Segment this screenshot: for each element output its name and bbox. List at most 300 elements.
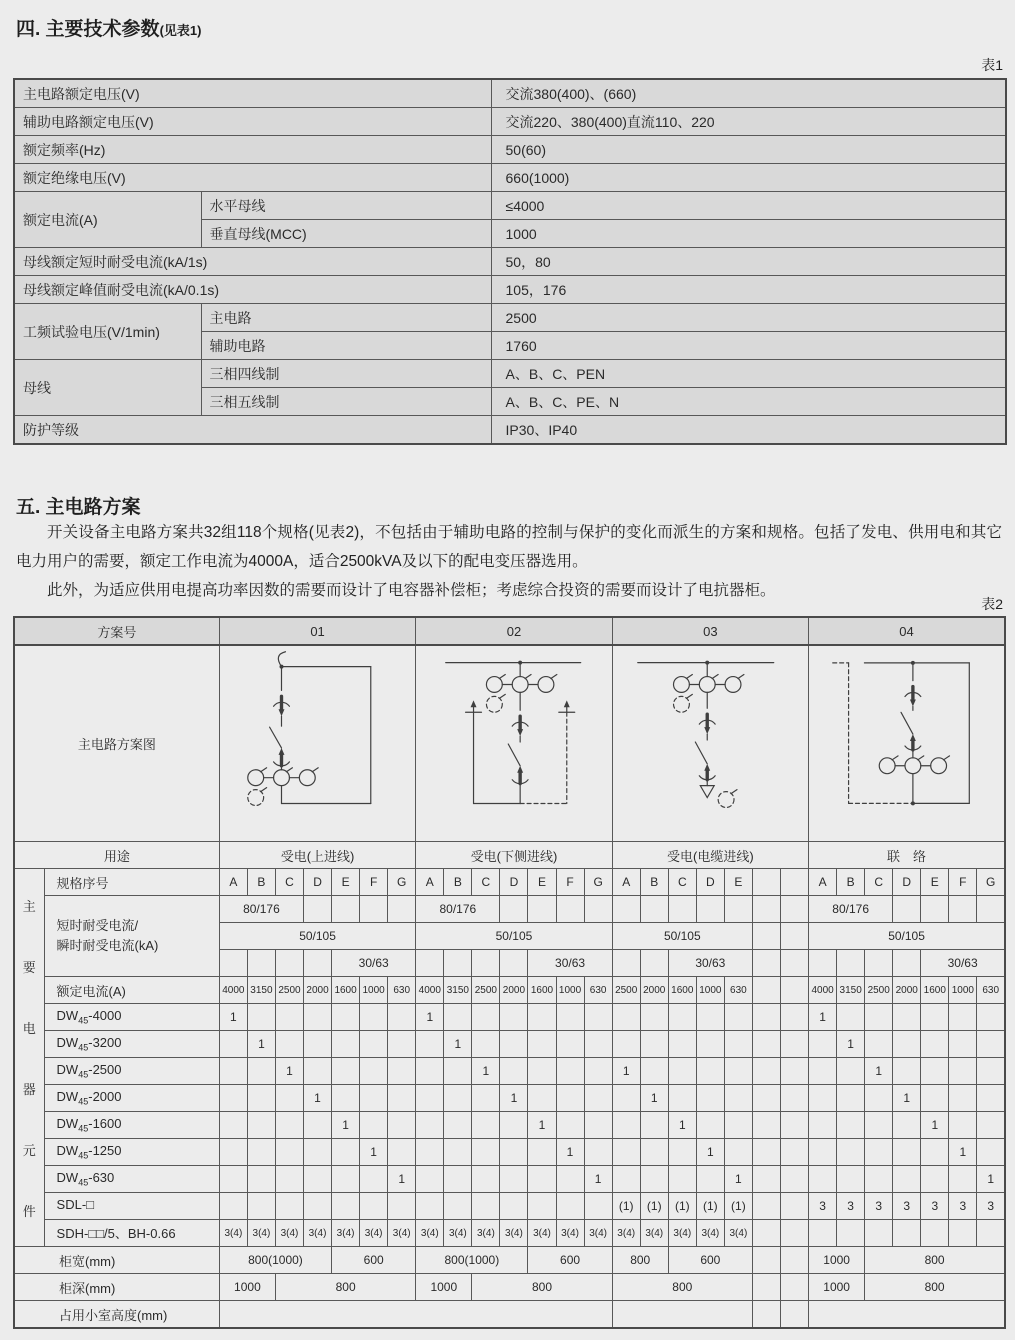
cell: [416, 1031, 444, 1058]
cell: 1: [528, 1112, 556, 1139]
cell: [865, 1112, 893, 1139]
section-4-title: [16, 14, 201, 41]
cell: [219, 1058, 247, 1085]
cell: [949, 1085, 977, 1112]
cell: [640, 950, 668, 977]
cell: C: [865, 869, 893, 896]
cell: (1): [640, 1193, 668, 1220]
t1-sublabel: 辅助电路: [201, 332, 491, 360]
usage-label: 用途: [14, 842, 219, 869]
cell: [500, 950, 528, 977]
cell: 1000: [556, 977, 584, 1004]
t1-label: 母线额定峰值耐受电流(kA/0.1s): [14, 276, 491, 304]
cell: [247, 950, 275, 977]
cell: 3(4): [500, 1220, 528, 1247]
cell: [752, 1031, 780, 1058]
component-label: SDH-□□/5、BH-0.66: [44, 1220, 219, 1247]
scheme-02-diagram-icon: [416, 646, 611, 838]
cell: [528, 1139, 556, 1166]
cell: 800: [865, 1274, 1005, 1301]
t1-sublabel: 水平母线: [201, 192, 491, 220]
cell: 2000: [893, 977, 921, 1004]
cabinet-depth-label: 柜深(mm): [14, 1274, 219, 1301]
main-components-side-label-cell: [14, 869, 44, 1247]
cell: [332, 1139, 360, 1166]
cell: [332, 1166, 360, 1193]
cell: [388, 896, 416, 923]
cell: [584, 1004, 612, 1031]
cell: [416, 1166, 444, 1193]
cell: [472, 1085, 500, 1112]
section-4-title-text: 四. 主要技术参数: [16, 19, 160, 40]
cell: [500, 1058, 528, 1085]
cell: 600: [332, 1247, 416, 1274]
cell: 3(4): [275, 1220, 303, 1247]
withstand-current-label: 短时耐受电流/ 瞬时耐受电流(kA): [44, 896, 219, 977]
cell: 3(4): [528, 1220, 556, 1247]
cell: [640, 1139, 668, 1166]
cell: [584, 1193, 612, 1220]
cell: 1: [360, 1139, 388, 1166]
cell: [977, 1004, 1005, 1031]
paragraph-1: 开关设备主电路方案共32组118个规格(见表2)，不包括由于辅助电路的控制与保护的变化而派生的方案和规格。包括了发电、供用电和其它电力用户的需要，额定工作电流为4000A，适合2500kVA及以下的配电变压器选用。: [16, 524, 1002, 570]
cell: [668, 1031, 696, 1058]
cell: 1: [696, 1139, 724, 1166]
cell: 4000: [416, 977, 444, 1004]
cell: [500, 1112, 528, 1139]
cell: [893, 1031, 921, 1058]
cell: [304, 1004, 332, 1031]
cell: [388, 1058, 416, 1085]
cell: A: [809, 869, 837, 896]
cell: 1: [724, 1166, 752, 1193]
t1-sublabel: 三相五线制: [201, 388, 491, 416]
cell: 3(4): [724, 1220, 752, 1247]
cell: [752, 1112, 780, 1139]
cell: 1: [416, 1004, 444, 1031]
cell: [837, 1058, 865, 1085]
table-row: [14, 248, 1006, 276]
cell: E: [724, 869, 752, 896]
cell: [275, 1112, 303, 1139]
usage-03: 受电(电缆进线): [612, 842, 808, 869]
cell: 3(4): [584, 1220, 612, 1247]
cell: [304, 1139, 332, 1166]
cell: B: [837, 869, 865, 896]
cell: [752, 950, 780, 977]
cell: 1: [668, 1112, 696, 1139]
cell: (1): [724, 1193, 752, 1220]
cell: [893, 896, 921, 923]
component-row-dw45-4000: [14, 1004, 1005, 1031]
cell: [556, 1031, 584, 1058]
cell: 1: [949, 1139, 977, 1166]
cell: [893, 1139, 921, 1166]
cell: [893, 950, 921, 977]
cell: [809, 1112, 837, 1139]
cell: 50/105: [612, 923, 752, 950]
cell: [780, 1274, 808, 1301]
cell: 1: [219, 1004, 247, 1031]
cell: [472, 1031, 500, 1058]
cell: [219, 1031, 247, 1058]
cell: 4000: [219, 977, 247, 1004]
cell: [219, 1193, 247, 1220]
cell: [977, 1220, 1005, 1247]
cell: [809, 1220, 837, 1247]
cell: [752, 1085, 780, 1112]
cell: [752, 869, 780, 896]
cell: [724, 1004, 752, 1031]
cell: [724, 896, 752, 923]
cell: [921, 1004, 949, 1031]
cell: [332, 1031, 360, 1058]
component-label: $DW_{45}-2500$: [44, 1058, 219, 1085]
cell: F: [949, 869, 977, 896]
cell: 1600: [332, 977, 360, 1004]
cell: [640, 1004, 668, 1031]
cell: [360, 1112, 388, 1139]
cell: G: [977, 869, 1005, 896]
cell: [612, 1004, 640, 1031]
cell: [612, 1031, 640, 1058]
cell: [275, 1085, 303, 1112]
scheme-02-diagram-cell: [416, 645, 612, 842]
cell: [668, 1139, 696, 1166]
cell: A: [416, 869, 444, 896]
cell: [696, 1004, 724, 1031]
cell: [332, 1004, 360, 1031]
cell: [219, 1112, 247, 1139]
cell: [640, 1058, 668, 1085]
cell: [752, 1058, 780, 1085]
cell: [780, 1031, 808, 1058]
cell: [893, 1058, 921, 1085]
cell: [556, 1004, 584, 1031]
cell: [752, 1247, 780, 1274]
cell: 2500: [865, 977, 893, 1004]
cell: 1: [444, 1031, 472, 1058]
scheme-01-diagram-cell: [219, 645, 415, 842]
table-row: [14, 276, 1006, 304]
cell: 1: [247, 1031, 275, 1058]
cell: 3(4): [640, 1220, 668, 1247]
cell: [640, 1112, 668, 1139]
cell: [528, 1004, 556, 1031]
cell: 800: [865, 1247, 1005, 1274]
cell: 3: [893, 1193, 921, 1220]
spec-serial-row: [14, 869, 1005, 896]
cell: [668, 896, 696, 923]
cell: [416, 1139, 444, 1166]
scheme-number-row: [14, 617, 1005, 645]
section-4-title-note: (见表1): [159, 23, 202, 38]
cell: 2500: [472, 977, 500, 1004]
cell: (1): [696, 1193, 724, 1220]
component-row-dw45-2000: [14, 1085, 1005, 1112]
table-row: [14, 192, 1006, 220]
t1-sublabel: 三相四线制: [201, 360, 491, 388]
cell: [416, 1112, 444, 1139]
cell: [780, 1139, 808, 1166]
cell: [612, 1085, 640, 1112]
cell: [612, 1112, 640, 1139]
cell: [584, 1139, 612, 1166]
cell: [444, 1166, 472, 1193]
cell: [809, 1031, 837, 1058]
cell: [809, 1139, 837, 1166]
cell: [584, 896, 612, 923]
cell: [752, 1004, 780, 1031]
cell: [977, 896, 1005, 923]
cell: [528, 896, 556, 923]
cell: 800: [275, 1274, 415, 1301]
rated-current-label: 额定电流(A): [44, 977, 219, 1004]
cell: 630: [584, 977, 612, 1004]
cell: [500, 896, 528, 923]
cabinet-depth-row: [14, 1274, 1005, 1301]
cell: 1000: [949, 977, 977, 1004]
component-label: $DW_{45}-1600$: [44, 1112, 219, 1139]
cell: [809, 1166, 837, 1193]
cell: 3(4): [696, 1220, 724, 1247]
cell: 3: [977, 1193, 1005, 1220]
cell: [528, 1166, 556, 1193]
cell: [752, 896, 780, 923]
cell: [640, 1166, 668, 1193]
cell: [893, 1220, 921, 1247]
cell: [360, 1085, 388, 1112]
diagram-row: [14, 645, 1005, 842]
scheme-03-diagram-icon: [613, 646, 808, 838]
cell: [921, 1139, 949, 1166]
diagram-row-label: 主电路方案图: [14, 645, 219, 842]
t1-value: 1760: [491, 332, 1006, 360]
component-row-sdl: [14, 1193, 1005, 1220]
t1-value: A、B、C、PEN: [491, 360, 1006, 388]
cell: [865, 1085, 893, 1112]
cell: [500, 1004, 528, 1031]
cell: [752, 977, 780, 1004]
cell: 800(1000): [219, 1247, 331, 1274]
cell: [752, 1301, 780, 1329]
cell: (1): [668, 1193, 696, 1220]
cell: [500, 1139, 528, 1166]
cell: 630: [724, 977, 752, 1004]
cell: 3: [865, 1193, 893, 1220]
spec-serial-label: 规格序号: [44, 869, 219, 896]
scheme-number-01: 01: [219, 617, 415, 645]
t1-label: 工频试验电压(V/1min): [14, 304, 201, 360]
cell: 30/63: [668, 950, 752, 977]
cell: B: [444, 869, 472, 896]
t1-value: 交流380(400)、(660): [491, 79, 1006, 108]
table-row: [14, 304, 1006, 332]
cell: [416, 950, 444, 977]
usage-row: [14, 842, 1005, 869]
table2-caption: 表2: [981, 596, 1003, 612]
cell: D: [500, 869, 528, 896]
t1-value: 2500: [491, 304, 1006, 332]
cell: [556, 1193, 584, 1220]
cell: 50/105: [416, 923, 612, 950]
cell: [780, 869, 808, 896]
cell: [360, 1166, 388, 1193]
cell: [865, 950, 893, 977]
cell: [752, 1274, 780, 1301]
cell: [837, 1085, 865, 1112]
component-label: $DW_{45}-2000$: [44, 1085, 219, 1112]
cell: 1: [584, 1166, 612, 1193]
cell: [332, 1058, 360, 1085]
cell: [977, 1112, 1005, 1139]
table-row: [14, 108, 1006, 136]
cell: 1000: [360, 977, 388, 1004]
cell: [837, 950, 865, 977]
cell: [949, 1058, 977, 1085]
cell: 1: [332, 1112, 360, 1139]
cabinet-width-row: [14, 1247, 1005, 1274]
cell: A: [612, 869, 640, 896]
cell: [584, 1031, 612, 1058]
cell: [865, 1220, 893, 1247]
t1-value: 50(60): [491, 136, 1006, 164]
cell: G: [584, 869, 612, 896]
cell: [304, 1112, 332, 1139]
cell: 1: [500, 1085, 528, 1112]
cell: [444, 1193, 472, 1220]
cell: 800(1000): [416, 1247, 528, 1274]
section-5-title: 五. 主电路方案: [16, 497, 141, 518]
cell: [752, 923, 780, 950]
cell: 3(4): [304, 1220, 332, 1247]
cell: [696, 1112, 724, 1139]
cell: B: [640, 869, 668, 896]
cell: 30/63: [332, 950, 416, 977]
cell: [472, 1166, 500, 1193]
cell: 3(4): [556, 1220, 584, 1247]
cell: 80/176: [416, 896, 500, 923]
cell: 80/176: [219, 896, 303, 923]
component-row-dw45-2500: [14, 1058, 1005, 1085]
cell: [444, 1112, 472, 1139]
cell: [977, 1139, 1005, 1166]
main-circuit-scheme-table: [13, 616, 1006, 1329]
table1-caption: 表1: [981, 57, 1003, 73]
cell: [388, 1085, 416, 1112]
cell: [275, 950, 303, 977]
usage-02: 受电(下侧进线): [416, 842, 612, 869]
t1-label: 主电路额定电压(V): [14, 79, 491, 108]
cell: [247, 1166, 275, 1193]
t1-value: 交流220、380(400)直流110、220: [491, 108, 1006, 136]
cell: [247, 1058, 275, 1085]
cell: [949, 1031, 977, 1058]
cell: 1: [304, 1085, 332, 1112]
cell: 1000: [696, 977, 724, 1004]
compartment-height-label: 占用小室高度(mm): [14, 1301, 219, 1329]
cell: [640, 896, 668, 923]
cell: 2000: [304, 977, 332, 1004]
component-label: $DW_{45}-1250$: [44, 1139, 219, 1166]
rated-current-row: [14, 977, 1005, 1004]
cell: [388, 1193, 416, 1220]
t1-value: 105，176: [491, 276, 1006, 304]
cell: [780, 1220, 808, 1247]
cell: [865, 1166, 893, 1193]
cell: 1: [472, 1058, 500, 1085]
cell: [556, 1085, 584, 1112]
cell: [472, 950, 500, 977]
cell: [275, 1031, 303, 1058]
cell: [696, 1085, 724, 1112]
cell: [416, 1193, 444, 1220]
cell: [612, 1301, 752, 1329]
cell: [837, 1004, 865, 1031]
cell: 3: [949, 1193, 977, 1220]
cell: [275, 1004, 303, 1031]
cell: [472, 1139, 500, 1166]
cell: [304, 1058, 332, 1085]
cell: 3(4): [388, 1220, 416, 1247]
cell: 1: [275, 1058, 303, 1085]
t1-value: ≤4000: [491, 192, 1006, 220]
cell: [332, 1193, 360, 1220]
cell: [304, 1031, 332, 1058]
t1-value: 50，80: [491, 248, 1006, 276]
cell: 50/105: [809, 923, 1005, 950]
cell: 3(4): [332, 1220, 360, 1247]
cell: [528, 1085, 556, 1112]
cell: [275, 1139, 303, 1166]
cell: [780, 923, 808, 950]
cell: [809, 950, 837, 977]
cell: G: [388, 869, 416, 896]
t1-value: 660(1000): [491, 164, 1006, 192]
cell: [584, 1085, 612, 1112]
cell: [949, 896, 977, 923]
cell: [696, 1166, 724, 1193]
cell: [752, 1220, 780, 1247]
usage-01: 受电(上进线): [219, 842, 415, 869]
cell: 600: [528, 1247, 612, 1274]
cell: [696, 896, 724, 923]
cell: 3: [809, 1193, 837, 1220]
technical-parameters-table: [13, 78, 1007, 445]
cell: 800: [612, 1274, 752, 1301]
component-row-dw45-630: [14, 1166, 1005, 1193]
table-row: [14, 136, 1006, 164]
cell: [780, 1247, 808, 1274]
cell: [247, 1193, 275, 1220]
cell: 3150: [247, 977, 275, 1004]
t1-value: A、B、C、PE、N: [491, 388, 1006, 416]
cell: [444, 950, 472, 977]
cell: 3(4): [472, 1220, 500, 1247]
scheme-01-diagram-icon: [220, 646, 415, 838]
cell: [247, 1085, 275, 1112]
cell: [977, 1058, 1005, 1085]
cell: [809, 1085, 837, 1112]
cell: 1: [865, 1058, 893, 1085]
cell: [444, 1139, 472, 1166]
cell: 1: [388, 1166, 416, 1193]
scheme-header-label: 方案号: [14, 617, 219, 645]
cell: [837, 1166, 865, 1193]
cell: D: [304, 869, 332, 896]
cell: [949, 1220, 977, 1247]
cell: [304, 896, 332, 923]
